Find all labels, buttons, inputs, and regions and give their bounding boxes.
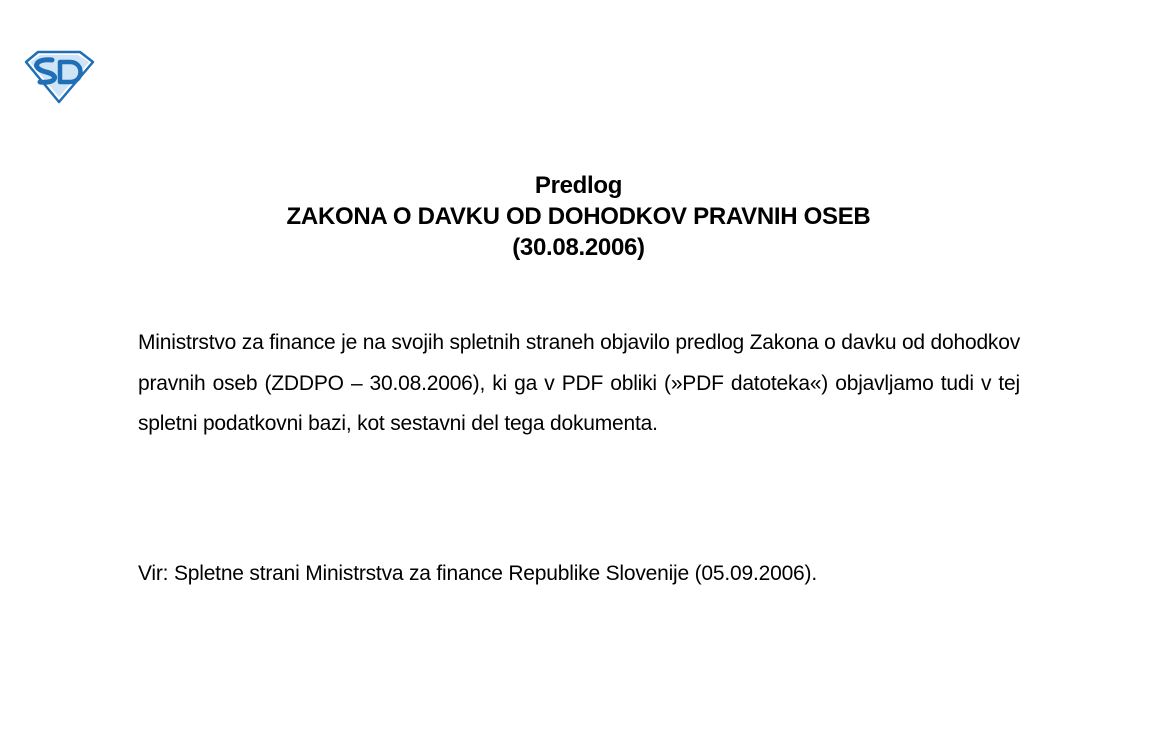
main-paragraph: Ministrstvo za finance je na svojih spletnih straneh objavilo predlog Zakona o davku od dohodkov pravnih oseb (ZDDPO – 30.08.2006), ki ga v PDF obliki (»PDF datoteka«) objavljamo tudi v tej spletni podatkovni bazi, kot sestavni del tega dokumenta. — [138, 331, 1021, 435]
document-title — [0, 170, 1157, 263]
title-line-date: (30.08.2006) — [512, 234, 645, 261]
source-note: Vir: Spletne strani Ministrstva za finance Republike Slovenije (05.09.2006). — [138, 562, 817, 585]
sd-shield-logo-icon — [22, 48, 96, 104]
title-line-law-name: ZAKONA O DAVKU OD DOHODKOV PRAVNIH OSEB — [286, 203, 871, 230]
title-line-predlog: Predlog — [534, 172, 623, 199]
